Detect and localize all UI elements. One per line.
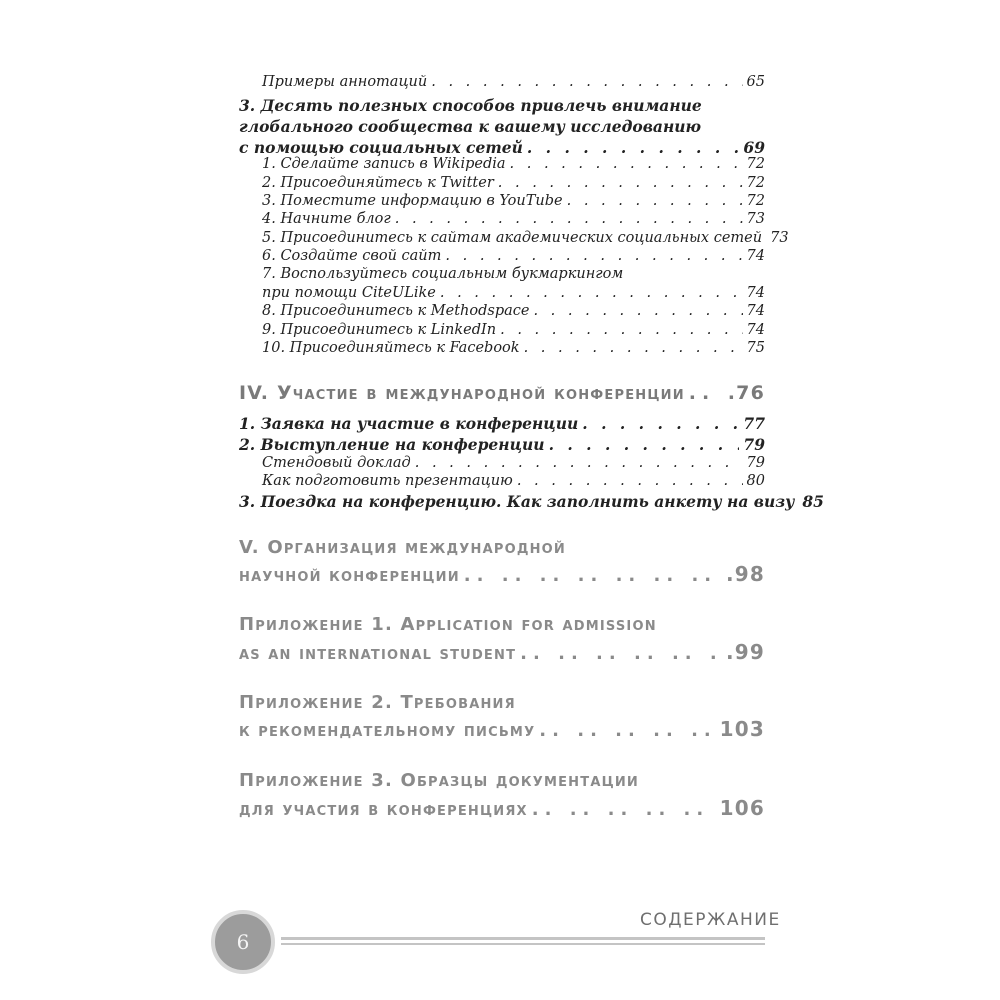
toc-entry[interactable]	[262, 303, 765, 319]
toc-entry-title: 3. Поместите информацию в YouTube	[262, 193, 563, 209]
toc-entry[interactable]	[239, 492, 824, 511]
dot-leader	[527, 138, 740, 157]
toc-entry-page: 74	[746, 322, 765, 338]
toc-entry[interactable]	[262, 175, 765, 191]
toc-entry-title: с помощью социальных сетей	[239, 138, 523, 157]
toc-section[interactable]	[239, 640, 765, 664]
toc-entry-page: 74	[746, 248, 765, 264]
toc-entry-page: 73	[770, 230, 789, 246]
toc-entry-page: 75	[746, 340, 765, 356]
toc-entry-title: 4. Начните блог	[262, 211, 391, 227]
toc-entry-title: Примеры аннотаций	[262, 74, 428, 90]
toc-entry[interactable]	[262, 340, 765, 356]
toc-entry-title-line: 3. Десять полезных способов привлечь внимание	[239, 96, 702, 115]
toc-entry-page: 69	[743, 138, 765, 157]
toc-entry-page: 72	[746, 193, 765, 209]
toc-section-page: 106	[719, 796, 765, 820]
page-number: 6	[236, 930, 250, 954]
toc-entry-title: 3. Поездка на конференцию. Как заполнить анкету на визу	[239, 492, 795, 511]
dot-leader	[395, 211, 743, 227]
toc-section-page: .76	[727, 382, 765, 404]
toc-entry-title: 9. Присоединитесь к LinkedIn	[262, 322, 497, 338]
dot-leader	[539, 720, 715, 741]
toc-section-page: .99	[725, 640, 765, 664]
dot-leader	[532, 799, 716, 820]
toc-entry-page: 74	[746, 285, 765, 301]
toc-entry[interactable]	[262, 193, 765, 209]
toc-entry-page: 85	[802, 492, 824, 511]
toc-entry-title: 2. Выступление на конференции	[239, 435, 545, 454]
toc-section-page: .98	[725, 562, 765, 586]
toc-section[interactable]	[239, 796, 765, 820]
footer-rule	[281, 937, 765, 940]
toc-entry-title: 1. Заявка на участие в конференции	[239, 414, 579, 433]
toc-section-title: к рекомендательному письму	[239, 720, 536, 741]
dot-leader	[498, 175, 743, 191]
dot-leader	[445, 248, 742, 264]
toc-entry[interactable]	[262, 455, 765, 471]
toc-entry-page: 80	[746, 473, 765, 489]
dot-leader	[517, 473, 743, 489]
dot-leader	[582, 414, 739, 433]
toc-entry-page: 79	[746, 455, 765, 471]
toc-entry-page: 72	[746, 175, 765, 191]
toc-entry[interactable]	[262, 230, 789, 246]
toc-entry-page: 74	[746, 303, 765, 319]
toc-section-page: 103	[719, 717, 765, 741]
toc-section[interactable]	[239, 562, 765, 586]
toc-entry-title: 5. Присоединитесь к сайтам академических социальных сетей	[262, 230, 763, 246]
dot-leader	[464, 565, 722, 586]
toc-section-title: IV. Участие в международной конференции	[239, 382, 685, 404]
toc-entry[interactable]	[262, 248, 765, 264]
toc-section[interactable]	[239, 382, 765, 404]
toc-entry[interactable]	[262, 156, 765, 172]
toc-entry[interactable]	[262, 473, 765, 489]
toc-entry-page: 73	[746, 211, 765, 227]
dot-leader	[689, 382, 724, 404]
toc-section-title-line: Приложение 1. Application for admission	[239, 614, 657, 635]
toc-entry[interactable]	[239, 138, 765, 157]
footer-rule	[281, 943, 765, 945]
toc-entry[interactable]	[262, 285, 765, 301]
toc-entry[interactable]	[239, 435, 765, 454]
toc-section-title: научной конференции	[239, 565, 460, 586]
toc-section-title-line: Приложение 3. Образцы документации	[239, 770, 640, 791]
dot-leader	[533, 303, 742, 319]
toc-section[interactable]	[239, 717, 765, 741]
toc-entry-page: 65	[746, 74, 765, 90]
dot-leader	[567, 193, 743, 209]
dot-leader	[440, 285, 743, 301]
dot-leader	[415, 455, 743, 471]
toc-entry-page: 79	[743, 435, 765, 454]
toc-entry-title: Стендовый доклад	[262, 455, 411, 471]
dot-leader	[431, 74, 742, 90]
dot-leader	[510, 156, 743, 172]
toc-entry-title: 8. Присоединитесь к Methodspace	[262, 303, 530, 319]
dot-leader	[549, 435, 740, 454]
page-number-badge	[211, 910, 275, 974]
toc-entry-title: 6. Создайте свой сайт	[262, 248, 442, 264]
dot-leader	[500, 322, 742, 338]
toc-section-title: для участия в конференциях	[239, 799, 528, 820]
toc-entry-page: 77	[743, 414, 765, 433]
toc-entry-title: Как подготовить презентацию	[262, 473, 513, 489]
toc-section-title-line: V. Организация международной	[239, 537, 567, 558]
dot-leader	[520, 643, 722, 664]
toc-entry-title: 10. Присоединяйтесь к Facebook	[262, 340, 520, 356]
toc-entry-title-line: 7. Воспользуйтесь социальным букмаркингом	[262, 266, 624, 282]
toc-entry[interactable]	[262, 74, 765, 90]
toc-entry[interactable]	[262, 211, 765, 227]
toc-entry-title: 1. Сделайте запись в Wikipedia	[262, 156, 506, 172]
toc-entry-page: 72	[746, 156, 765, 172]
toc-section-title-line: Приложение 2. Требования	[239, 692, 516, 713]
toc-entry[interactable]	[239, 414, 765, 433]
toc-entry[interactable]	[262, 322, 765, 338]
running-header: СОДЕРЖАНИЕ	[640, 910, 781, 930]
toc-entry-title: при помощи CiteULike	[262, 285, 436, 301]
dot-leader	[524, 340, 743, 356]
toc-section-title: as an international student	[239, 643, 517, 664]
toc-entry-title: 2. Присоединяйтесь к Twitter	[262, 175, 494, 191]
toc-entry-title-line: глобального сообщества к вашему исследованию	[239, 117, 702, 136]
